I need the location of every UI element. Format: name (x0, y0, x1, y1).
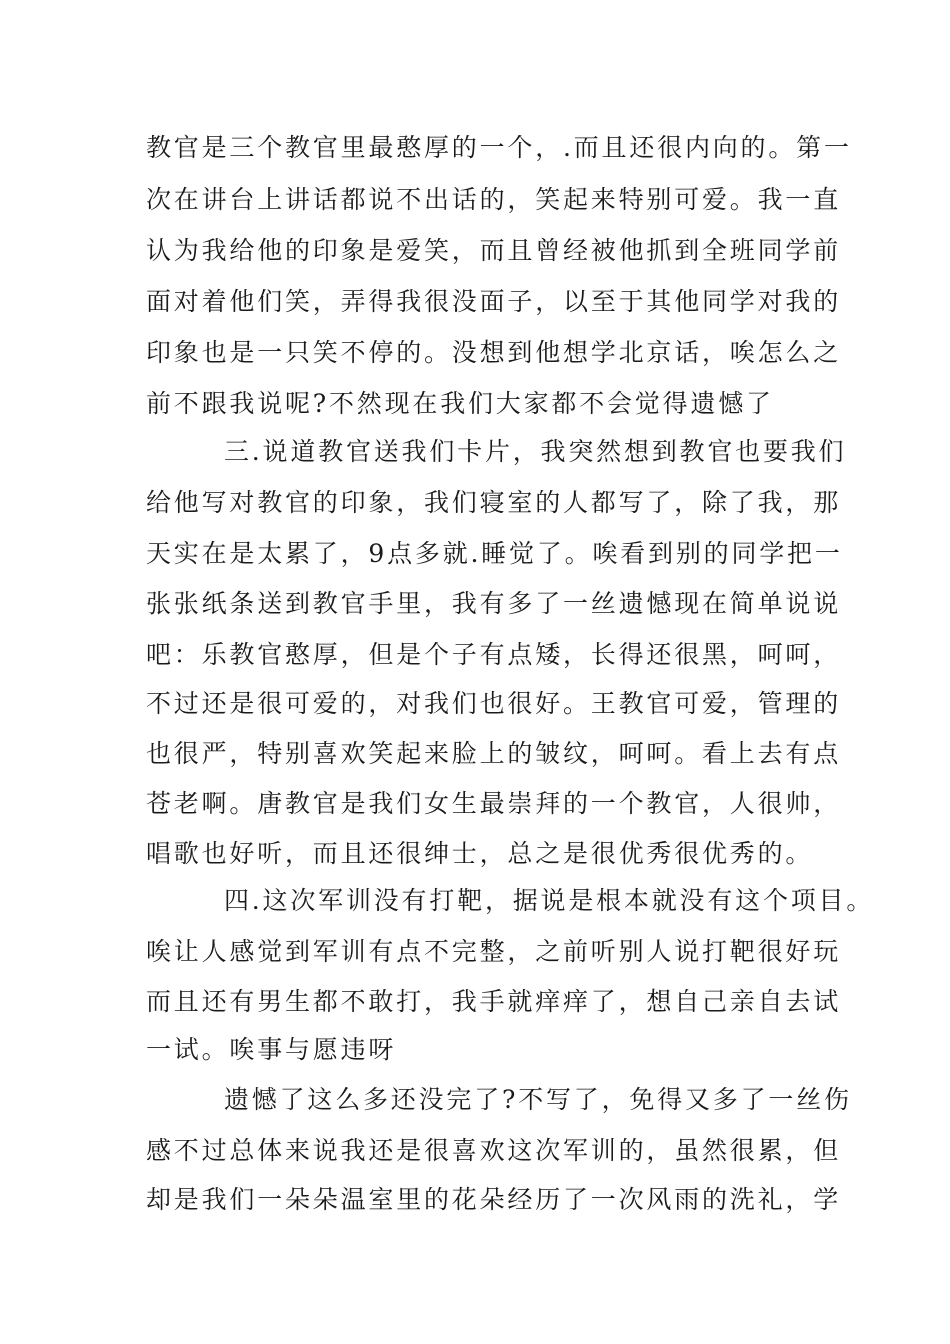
text-line: 吧：乐教官憨厚，但是个子有点矮，长得还很黑，呵呵， (146, 640, 842, 669)
text-line: 苍老啊。唐教官是我们女生最崇拜的一个教官，人很帅， (146, 789, 842, 818)
text-line: 而且还有男生都不敢打，我手就痒痒了，想自己亲自去试 (146, 987, 842, 1016)
text-line: 教官是三个教官里最憨厚的一个，.而且还很内向的。第一 (146, 133, 852, 162)
text-line: 唱歌也好听，而且还很绅士，总之是很优秀很优秀的。 (146, 839, 814, 868)
text-line: 面对着他们笑，弄得我很没面子，以至于其他同学对我的 (146, 287, 842, 316)
text-line: 印象也是一只笑不停的。没想到他想学北京话，唉怎么之 (146, 338, 842, 367)
text-line: 前不跟我说呢?不然现在我们大家都不会觉得遗憾了 (146, 389, 774, 418)
text-line: 唉让人感觉到军训有点不完整，之前听别人说打靶很好玩 (146, 937, 842, 966)
text-line: 一试。唉事与愿违呀 (146, 1035, 397, 1064)
text-line: 天实在是太累了，9点多就.睡觉了。唉看到别的同学把一 (146, 539, 843, 568)
text-line: 认为我给他的印象是爱笑，而且曾经被他抓到全班同学前 (146, 236, 842, 265)
text-line: 次在讲台上讲话都说不出话的，笑起来特别可爱。我一直 (146, 185, 842, 214)
paragraph-start-line: 四.这次军训没有打靶，据说是根本就没有这个项目。 (224, 886, 875, 915)
text-line: 也很严，特别喜欢笑起来脸上的皱纹，呵呵。看上去有点 (146, 739, 842, 768)
text-line: 不过还是很可爱的，对我们也很好。王教官可爱，管理的 (146, 689, 842, 718)
text-line: 感不过总体来说我还是很喜欢这次军训的，虽然很累，但 (146, 1136, 842, 1165)
text-line: 给他写对教官的印象，我们寝室的人都写了，除了我，那 (146, 488, 842, 517)
paragraph-start-line: 三.说道教官送我们卡片，我突然想到教官也要我们 (224, 437, 847, 466)
text-line: 却是我们一朵朵温室里的花朵经历了一次风雨的洗礼，学 (146, 1185, 842, 1214)
paragraph-start-line: 遗憾了这么多还没完了?不写了，免得又多了一丝伤 (224, 1085, 852, 1114)
text-line: 张张纸条送到教官手里，我有多了一丝遗憾现在简单说说 (146, 589, 842, 618)
